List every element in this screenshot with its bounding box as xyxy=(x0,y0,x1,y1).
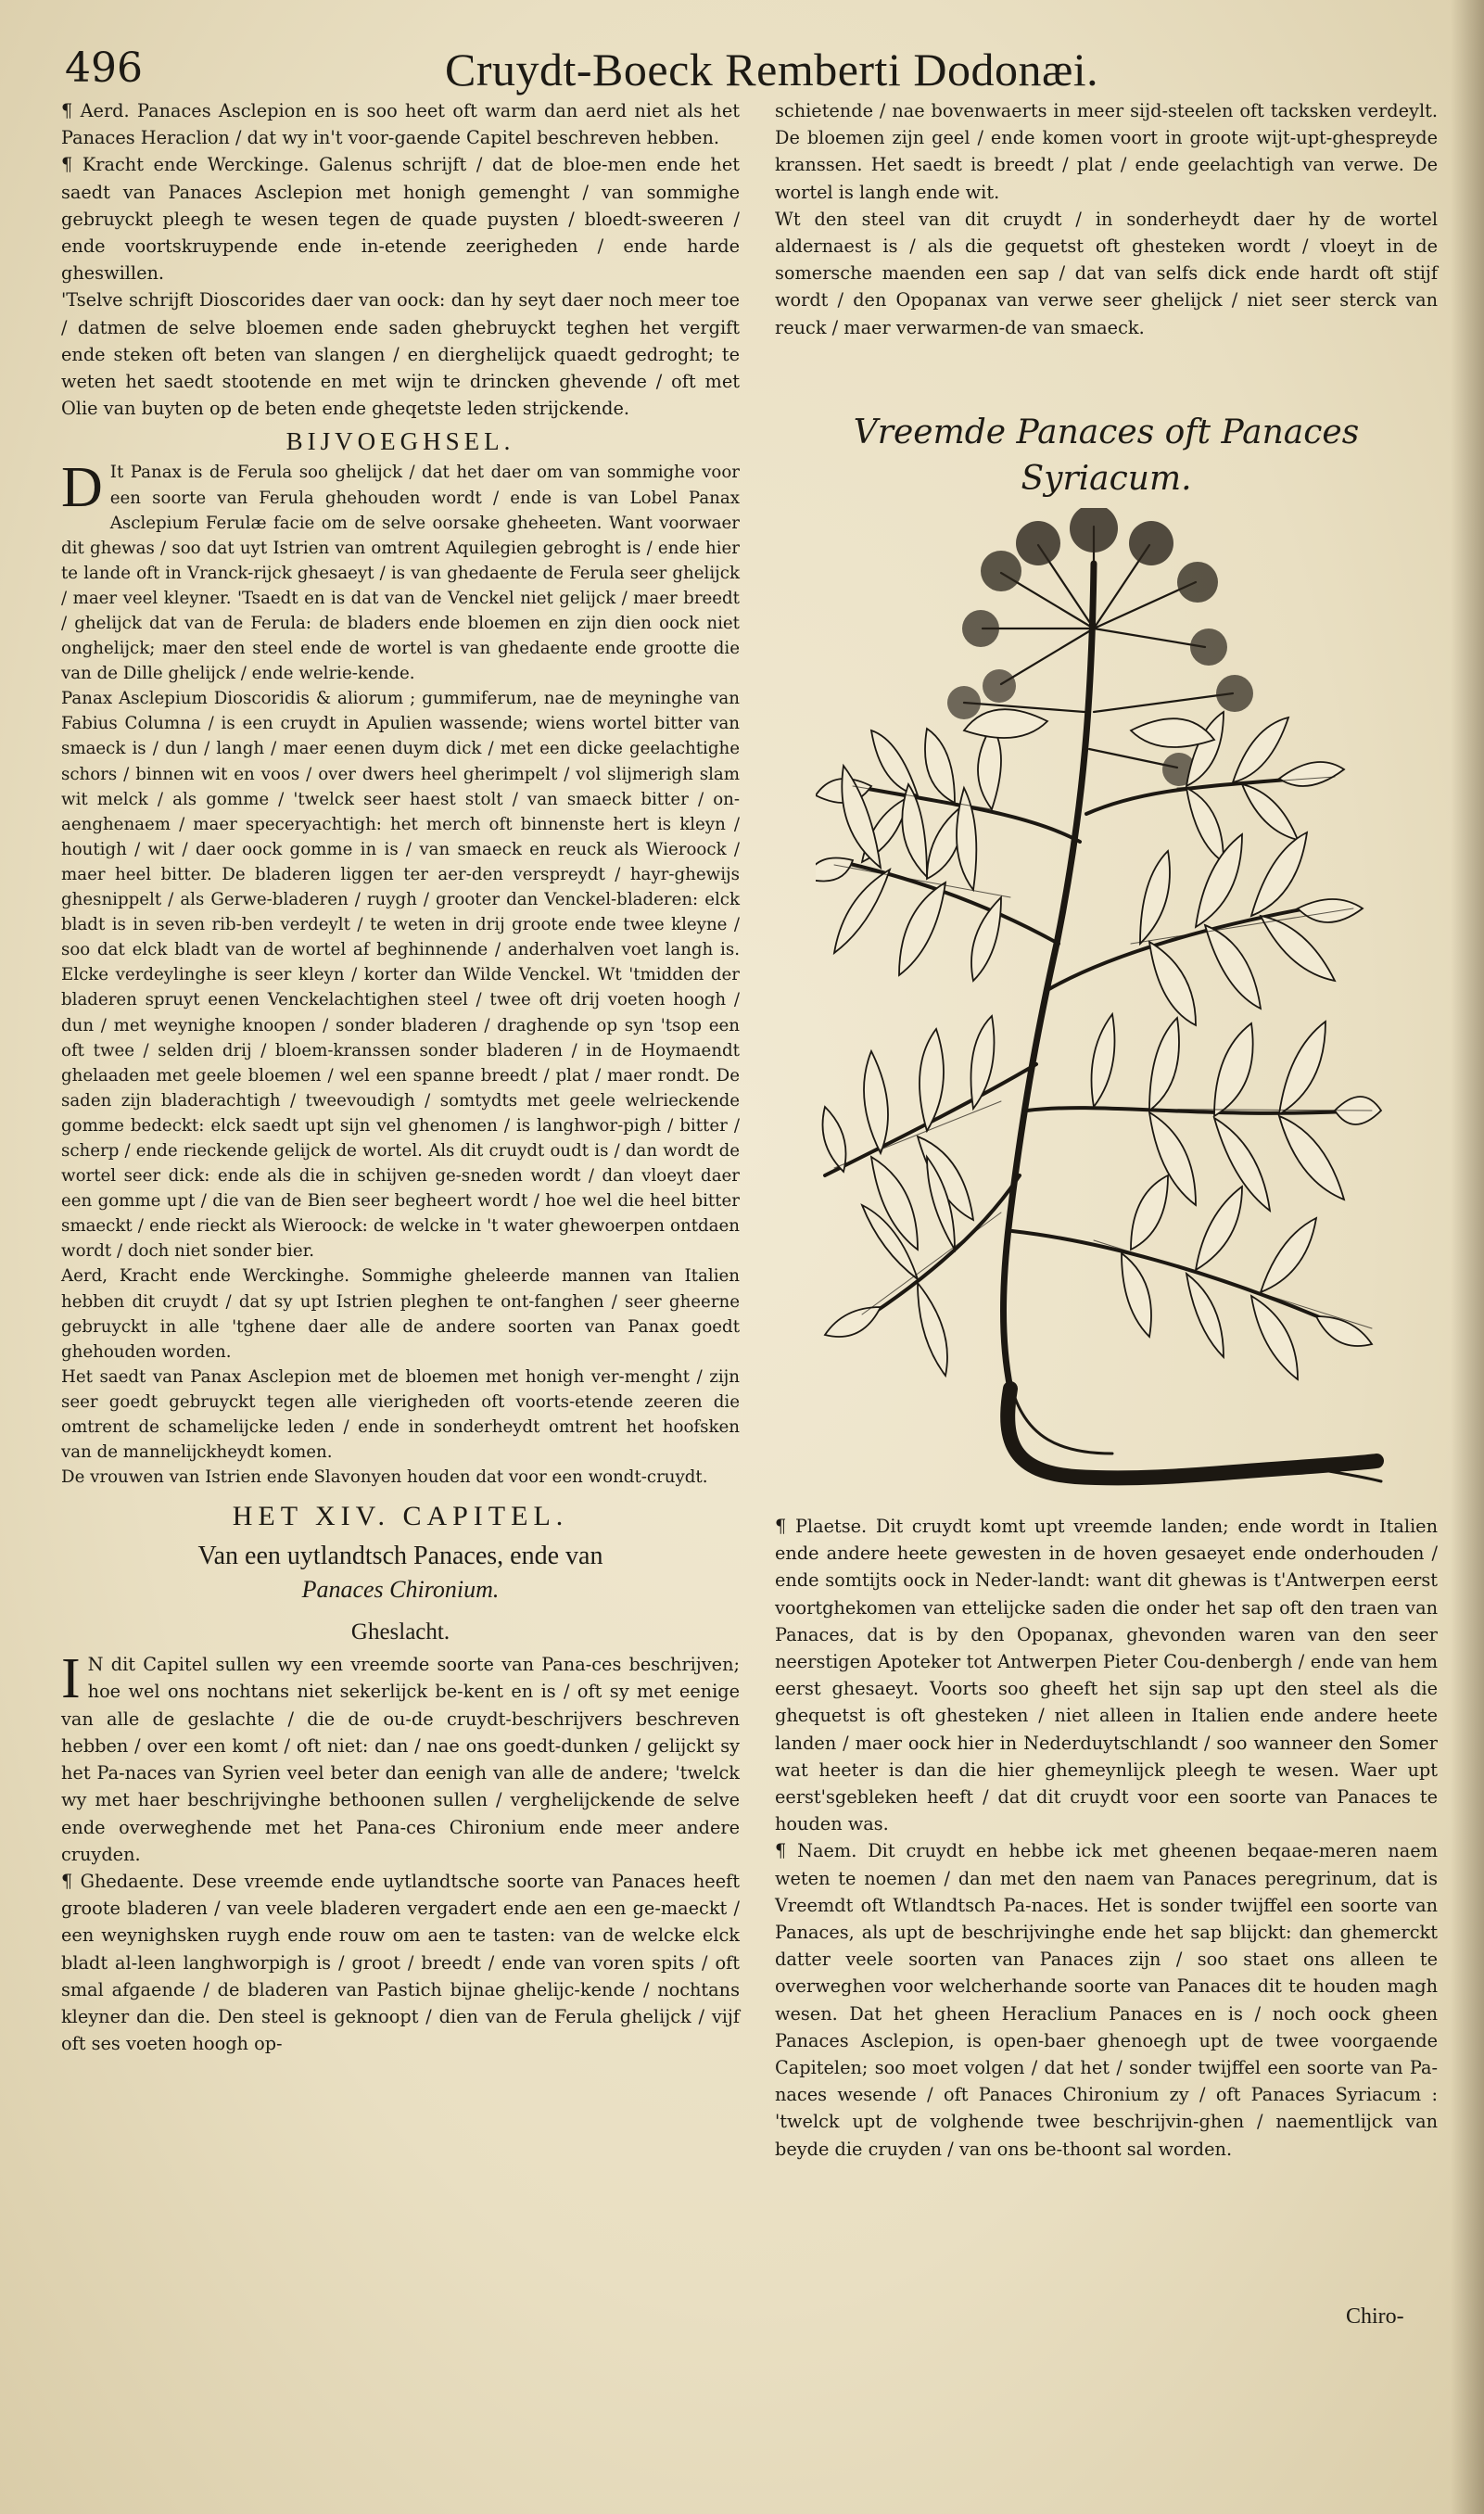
right-column-top xyxy=(775,97,1438,341)
aerd-kracht-paragraph: Aerd, Kracht ende Werckinghe. Sommighe gheleerde mannen van Italien hebben dit cruydt / dat sy upt Istrien pleghen te ont-fanghen / seer gheerne gebruyckt in alle 'tghene daer alle de andere soorten van Panax goedt ghehouden worden. xyxy=(61,1266,740,1362)
caption-line-2: Syriacum. xyxy=(1021,460,1192,498)
ghedaente-paragraph: ¶ Ghedaente. Dese vreemde ende uytlandtsche soorte van Panaces heeft groote bladeren / van veele bladeren vergadert ende aen een ge-maeckt / een weynighsken ruygh ende rouw om aen te tasten: van de welcke elck bladt al-leen langhworpigh is / groot / breedt / ende van voren spits / oft smal afgaende / de bladeren van Pastich bijnae ghelijc-kende / nochtans kleyner dan die. Den steel is geknoopt / dien van de Ferula ghelijck / vijf oft ses voeten hoogh op- xyxy=(61,1870,740,2055)
bijvoeghsel-paragraph xyxy=(61,456,740,686)
chapter-subtitle: Van een uytlandtsch Panaces, ende van xyxy=(197,1542,603,1571)
naem-paragraph: ¶ Naem. Dit cruydt en hebbe ick met gheenen beqaae-meren naem weten te noemen / dan met den naem van Panaces peregrinum, dat is Vreemdt oft Wtlandtsch Pa-naces. Het is sonder twijffel een soorte van Panaces, als upt de beschrijvinghe ende het sap blijckt: dan ghemerckt datter veele soorten van Panaces zijn / soo staet ons alleen te overweghen voor welcherhande soorte van Panaces dit te houden magh wesen. Dat het gheen Heraclium Panaces en is / noch oock gheen Panaces Asclepion, is open-baer ghenoegh upt de twee voorgaende Capitelen; soo moet volgen / dat het / sonder twijffel een soorte van Pa-naces wesende / oft Panaces Chironium zy / oft Panaces Syriacum : 'twelck upt de volghende twee beschrijvin-ghen / naementlijck van beyde die cruyden / van ons be-thoont sal worden. xyxy=(775,1840,1438,2160)
geslacht-heading: Gheslacht. xyxy=(350,1619,450,1645)
illustration-caption xyxy=(775,410,1438,502)
sap-paragraph: Wt den steel van dit cruydt / in sonderheydt daer hy de wortel aldernaest is / als die gequetst oft ghesteken wordt / vloeyt in de somersche maenden een sap / dat van selfs dick ende hardt oft stijf wordt / den Opopanax van verwe seer ghelijck / niet seer sterck van reuck / maer verwarmen-de van smaeck. xyxy=(775,208,1438,338)
chapter-heading: HET XIV. CAPITEL. xyxy=(232,1501,569,1532)
bijvoeghsel-heading: BIJVOEGHSEL. xyxy=(285,427,515,456)
geslacht-paragraph xyxy=(61,1647,740,1868)
dioscorides-paragraph: 'Tselve schrijft Dioscorides daer van oock: dan hy seyt daer noch meer toe / datmen de selve bloemen ende saden ghebruyckt teghen het vergift ende steken oft beten van slangen / en dierghelijck quaedt gedroght; te weten het saedt stootende en met wijn te drincken ghevende / oft met Olie van buyten op de beten ende gheqetste leden strijckende. xyxy=(61,289,740,420)
saedt-paragraph: Het saedt van Panax Asclepion met de bloemen met honigh ver-menght / zijn seer goedt gebruyckt tegen alle vierigheden oft voorts-etende zeeren die omtrent de schamelijcke leden / ende in sonderheydt omtrent het hoofsken van de manneliјckheydt komen. xyxy=(61,1366,740,1463)
page-number: 496 xyxy=(65,44,143,92)
plant-woodcut-illustration xyxy=(816,508,1390,1509)
vrouwen-paragraph: De vrouwen van Istrien ende Slavonyen houden dat voor een wondt-cruydt. xyxy=(61,1467,708,1488)
running-title: Cruydt-Boeck Remberti Dodonæi. xyxy=(445,44,1099,95)
plaetse-paragraph: ¶ Plaetse. Dit cruydt komt upt vreemde landen; ende wordt in Italien ende andere heete gewesten in de hoven gesaeyet ende onderhouden / ende somtijts oock in Neder-landt: want dit ghewas is t'Antwerpen eerst voortghekomen van etteliјcke saden die onder het sap oft den traen van Panaces, dat is by den Opopanax, ghevonden waren van den seer neerstigen Apoteker tot Antwerpen Pieter Cou-denbergh / ende van hem eerst ghesaeyt. Voorts soo gheeft het sijn sap upt den steel als die ghequetst is oft ghesteken / niet alleen in Italien ende andere heete landen / maer oock hier in Nederduytschlandt / soo wanneer den Somer wat heeter is dan die hier ghemeynlijck pleegh te wesen. Waer upt eerst'sgebleken heeft / dat dit cruydt voor een soorte van Panaces te houden was. xyxy=(775,1516,1438,1835)
geslacht-text: N dit Capitel sullen wy een vreemde soorte van Pana-ces beschrijven; hoe wel ons nochtans niet sekerlijck be-kent en is / oft sy met eenige van alle de geslachte / die de ou-de cruydt-beschrijvers beschreven hebben / over een komt / oft niet: dan / nae ons goedt-dunken / gelijckt sy het Pa-naces van Syrien veel beter dan eenigh van alle de andere; 'twelck wy met haer beschrijvinghe bethoonen sullen / vergheliјckende de selve ende overweghende met het Pana-ces Chironium ende meer andere cruyden. xyxy=(61,1654,740,1865)
kracht-paragraph: ¶ Kracht ende Werckinge. Galenus schrijft / dat de bloe-men ende het saedt van Panaces Asclepion met honigh gemenght / van sommighe gebruyckt pleegh te wesen tegen de quade puysten / bloedt-sweeren / ende voortskruypende ende in-etende zeerigheden / ende harde gheswillen. xyxy=(61,154,740,285)
caption-line-1: Vreemde Panaces oft Panaces xyxy=(853,413,1360,451)
bijvoeghsel-text: It Panax is de Ferula soo ghelijck / dat het daer om van sommighe voor een soorte van Ferula ghehouden wordt / ende is van Lobel Panax Asclepium Ferulæ facie om de selve oorsake gheheeten. Want voorwaer dit ghewas / soo dat uyt Istrien van omtrent Aquilegien gebroght is / ende hier te lande oft in Vranck-rijck ghesaeyt / is van ghedaente de Ferula seer ghelijck / maer veel kleyner. 'Tsaedt en is dat van de Venckel niet gelijck / maer breedt / ghelijck dat van de Ferula: de bladers ende bloemen en zijn dien oock niet ongheliјck; maer den steel ende de wortel is van ghedaente ende grootte die van de Dille ghelijck / ende welrie-kende. xyxy=(61,463,740,684)
page-header xyxy=(65,33,1446,98)
right-column-bottom xyxy=(775,1513,1438,2163)
aerd-paragraph: ¶ Aerd. Panaces Asclepion en is soo heet oft warm dan aerd niet als het Panaces Heraclion / dat wy in't voor-gaende Capitel beschreven hebben. xyxy=(61,100,740,149)
drop-cap: D xyxy=(61,456,103,520)
panax-paragraph: Panax Asclepium Dioscoridis & aliorum ; gummiferum, nae de meyninghe van Fabius Columna / is een cruydt in Apulien wassende; wiens wortel bitter van smaeck is / dun / langh / maer eenen duym dick / met een dicke geelachtighe schors / binnen wit en voos / over dwers heel gherimpelt / vol slijmerigh slam wit melck / als gomme / 'twelck seer haest stolt / van smaeck bitter / on-aenghenaem / maer speceryachtigh: het merch oft binnenste hert is kleyn / houtigh / wit / daer oock gomme in is / van smaeck en reuck als Wieroock / maer heel bitter. De bladeren liggen ter aer-den verspreydt / hayr-ghewijs ghesnippelt / als Gerwe-bladeren / ruygh / grooter dan Venckel-bladeren: elck bladt is in seven rib-ben verdeylt / te weten in drij groote ende twee kleyne / soo dat elck bladt van de wortel af beghinnende / anderhalven voet langh is. Elcke verdeylinghe is seer kleyn / korter dan Wilde Venckel. Wt 'tmidden der bladeren spruyt eenen Venckelachtighen steel / twee oft drij voeten hoogh / dun / met weynighe knoopen / sonder bladeren / draghende op syn 'tsop een oft twee / selden drij / bloem-kranssen sonder bladeren / in de Hoymaendt ghelaaden met geele bloemen / wel een spanne breedt / plat / maer rondt. De saden zijn bladerachtigh / tweevoudigh / somtydts met geele welrieckende gomme bedeckt: elck saedt upt sijn vel ghenomen / is langhwor-pigh / bitter / scherp / ende rieckende gelijck de wortel. Als dit cruydt oudt is / dan wordt de wortel seer dick: ende als die in schijven ge-sneden wordt / dan vloeyt daer een gomme upt / die van de Bien seer begheert wordt / hoe wel die heel bitter smaeckt / ende rieckt als Wieroock: de welcke in 't water ghewoerpen ontdaen wordt / doch niet sonder bier. xyxy=(61,689,740,1262)
continuation-paragraph: schietende / nae bovenwaerts in meer sijd-steelen oft tacksken verdeylt. De bloemen zijn geel / ende komen voort in groote wijt-upt-ghespreyde kranssen. Het saedt is breedt / plat / ende geelachtigh van verwe. De wortel is langh ende wit. xyxy=(775,100,1438,203)
catchword: Chiro- xyxy=(1346,2304,1404,2329)
left-column xyxy=(61,97,740,2057)
chapter-subtitle-italic: Panaces Chironium. xyxy=(301,1576,500,1604)
drop-cap: I xyxy=(61,1647,81,1711)
